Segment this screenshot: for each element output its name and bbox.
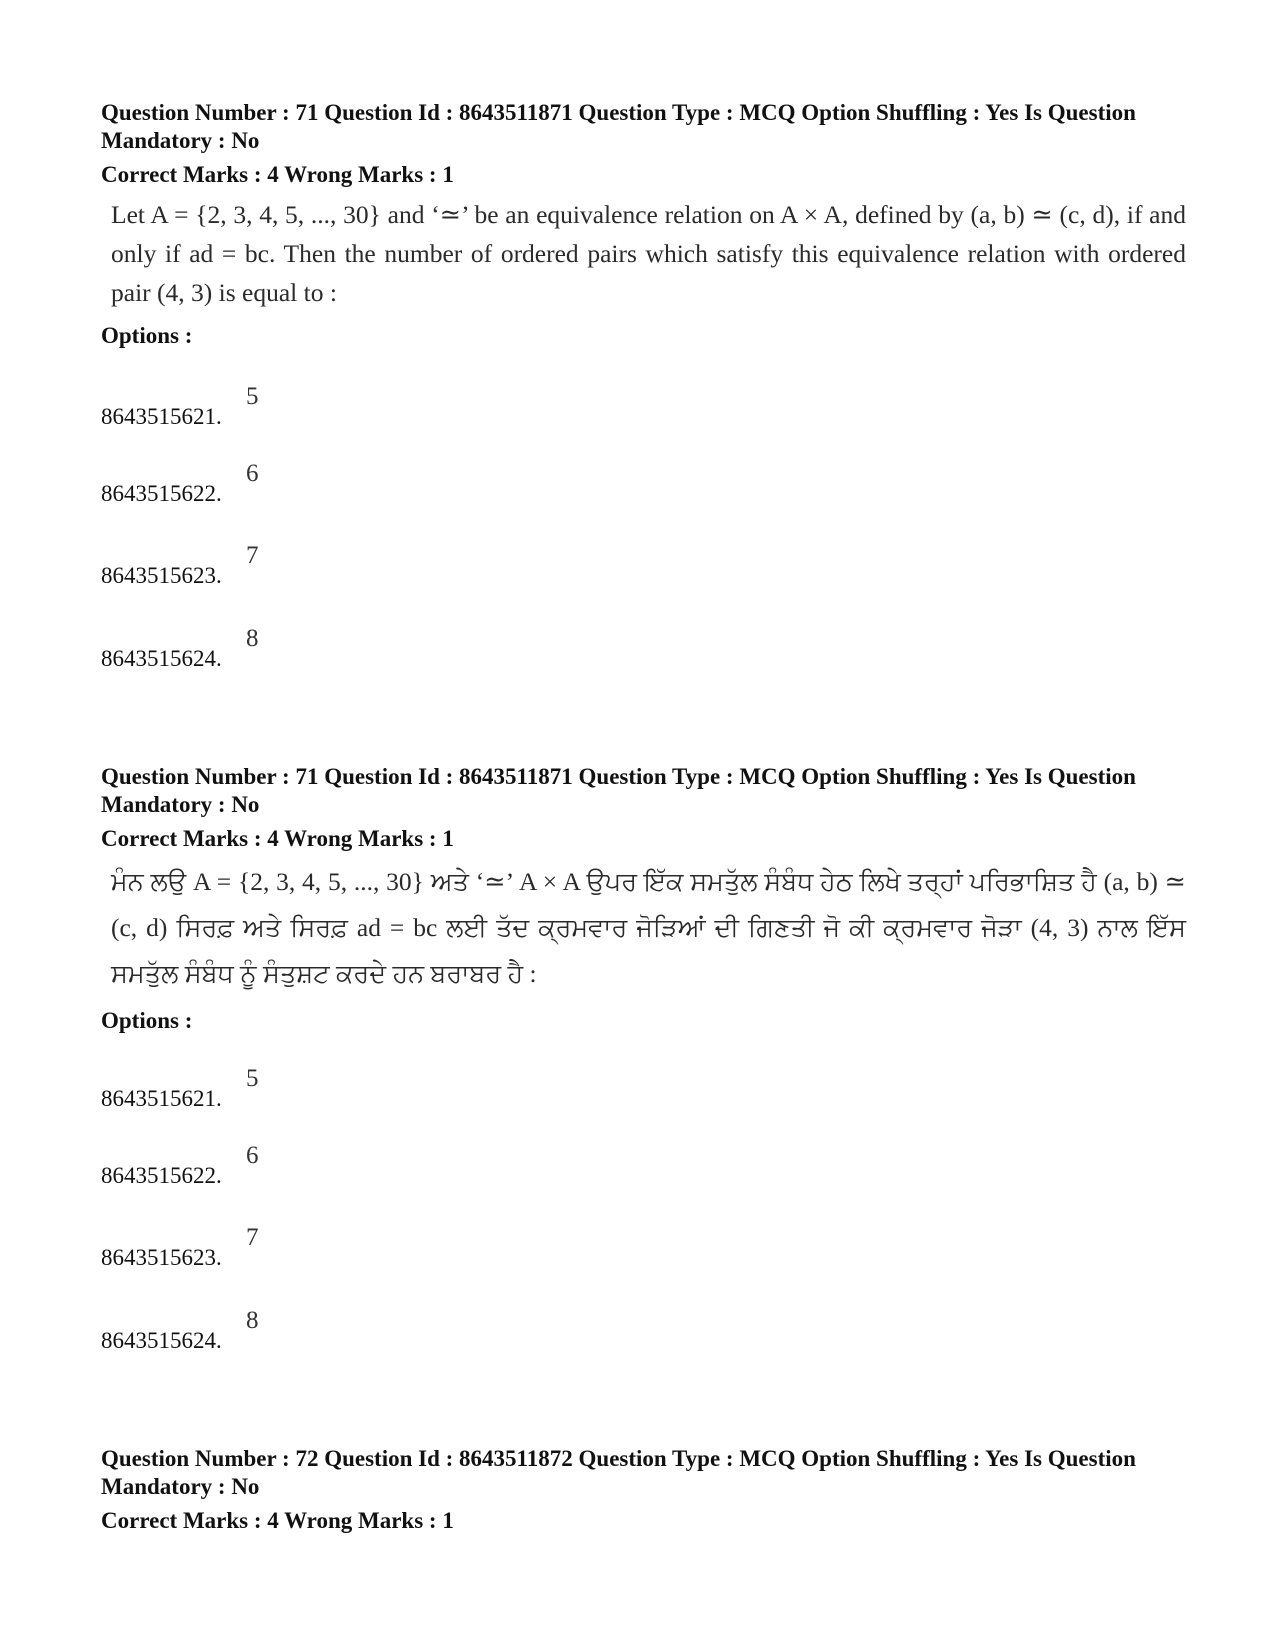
option-value: 5	[246, 1065, 259, 1092]
option-value: 8	[246, 1307, 259, 1334]
option-id: 8643515622.	[101, 1163, 222, 1188]
option-item	[101, 508, 1181, 590]
option-value: 6	[246, 1142, 259, 1169]
options-label: Options :	[101, 323, 193, 348]
option-id: 8643515624.	[101, 646, 222, 671]
options-label: Options :	[101, 1008, 193, 1033]
option-item	[101, 1113, 1181, 1190]
option-id: 8643515621.	[101, 404, 222, 429]
marks-line: Correct Marks : 4 Wrong Marks : 1	[101, 162, 454, 187]
question-text: Let A = {2, 3, 4, 5, ..., 30} and ‘≃’ be an equivalence relation on A × A, defined by (a, b) ≃ (c, d), if and only if ad = bc. Then the number of ordered pairs which satisfy this equivalence relation with ordered pair (4, 3) is equal to :	[111, 200, 1186, 307]
option-id: 8643515624.	[101, 1328, 222, 1353]
option-item	[101, 1190, 1181, 1272]
option-value: 8	[246, 625, 259, 652]
option-id: 8643515621.	[101, 1086, 222, 1111]
option-item	[101, 350, 1181, 431]
option-id: 8643515623.	[101, 563, 222, 588]
option-item	[101, 1272, 1181, 1355]
question-text: ਮੰਨ ਲਉ A = {2, 3, 4, 5, ..., 30} ਅਤੇ ‘≃’ A × A ਉਪਰ ਇੱਕ ਸਮਤੁੱਲ ਸੰਬੰਧ ਹੇਠ ਲਿਖੇ ਤਰ੍ਹਾਂ ਪਰਿਭਾਸ਼ਿਤ ਹੈ (a, b) ≃ (c, d) ਸਿਰਫ਼ ਅਤੇ ਸਿਰਫ਼ ad = bc ਲਈ ਤੱਦ ਕ੍ਰਮਵਾਰ ਜੋੜਿਆਂ ਦੀ ਗਿਣਤੀ ਜੋ ਕੀ ਕ੍ਰਮਵਾਰ ਜੋੜਾ (4, 3) ਨਾਲ ਇੱਸ ਸਮਤੁੱਲ ਸੰਬੰਧ ਨੂੰ ਸੰਤੁਸ਼ਟ ਕਰਦੇ ਹਨ ਬਰਾਬਰ ਹੈ :	[111, 867, 1186, 988]
question-block	[101, 99, 1186, 673]
question-header: Question Number : 71 Question Id : 8643511871 Question Type : MCQ Option Shuffling : Yes Is Question Mandatory : No	[101, 100, 1136, 153]
option-item	[101, 431, 1181, 508]
option-id: 8643515623.	[101, 1245, 222, 1270]
option-value: 6	[246, 460, 259, 487]
question-block	[101, 1445, 1181, 1535]
option-value: 7	[246, 1224, 259, 1251]
option-id: 8643515622.	[101, 481, 222, 506]
marks-line: Correct Marks : 4 Wrong Marks : 1	[101, 826, 454, 851]
document-page	[101, 99, 1186, 1535]
option-value: 7	[246, 542, 259, 569]
option-item	[101, 1035, 1181, 1113]
marks-line: Correct Marks : 4 Wrong Marks : 1	[101, 1508, 454, 1533]
question-block	[101, 763, 1186, 1355]
option-item	[101, 590, 1181, 673]
option-value: 5	[246, 383, 259, 410]
question-header: Question Number : 71 Question Id : 8643511871 Question Type : MCQ Option Shuffling : Yes Is Question Mandatory : No	[101, 764, 1136, 817]
question-header: Question Number : 72 Question Id : 8643511872 Question Type : MCQ Option Shuffling : Yes Is Question Mandatory : No	[101, 1446, 1136, 1499]
